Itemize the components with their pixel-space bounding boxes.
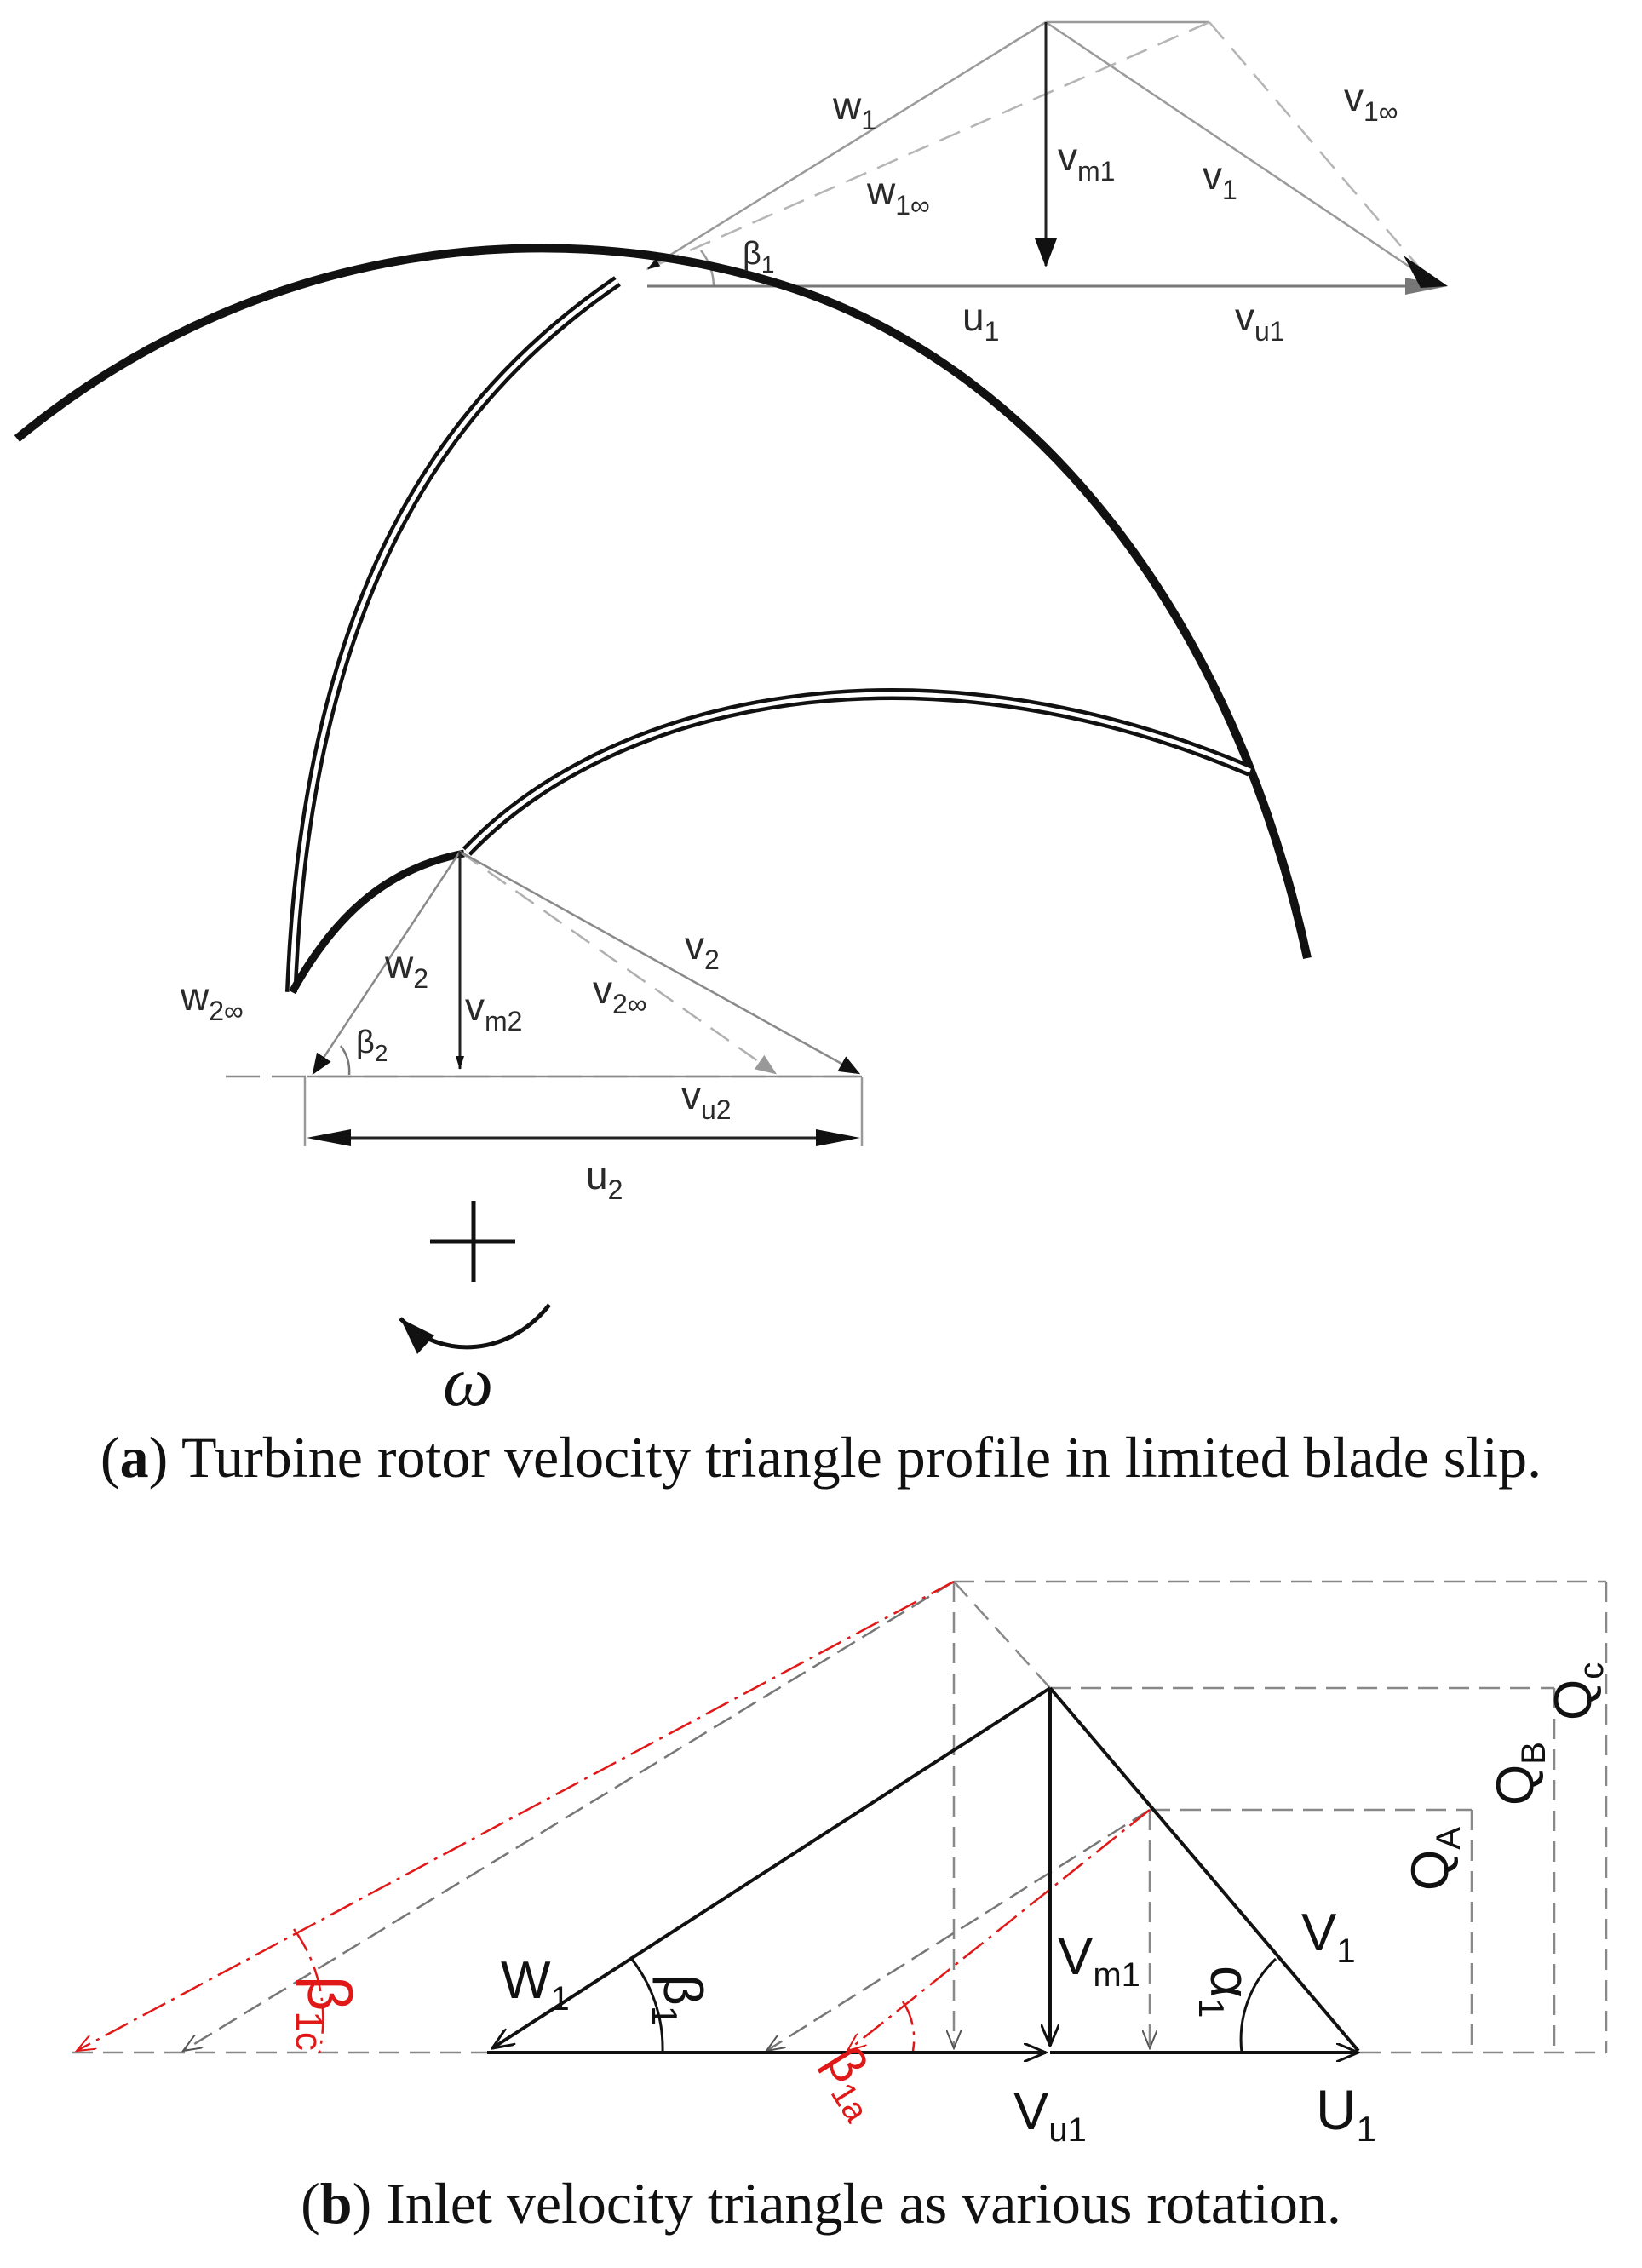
label-v1: $v_1$ bbox=[1203, 153, 1237, 205]
label-w2inf: $w_{2\infty}$ bbox=[181, 974, 244, 1026]
label-beta1c: β1c bbox=[288, 1976, 363, 2051]
v2-vector bbox=[460, 852, 858, 1073]
label-beta1: $\beta_1$ bbox=[743, 236, 775, 278]
label-alpha1-b: $\alpha_1$ bbox=[1191, 1966, 1262, 2018]
label-v2: $v_2$ bbox=[685, 923, 720, 975]
label-vu1: $v_{u1}$ bbox=[1235, 295, 1285, 347]
caption-b-letter: b bbox=[319, 2171, 353, 2236]
label-u2: $u_2$ bbox=[586, 1153, 623, 1205]
v1inf-vector bbox=[1209, 22, 1431, 281]
label-u1-b: $U_1$ bbox=[1316, 2078, 1377, 2149]
u2-arrow-left bbox=[307, 1129, 351, 1146]
caption-a-letter: a bbox=[119, 1425, 149, 1490]
qc-qb-link bbox=[954, 1582, 1050, 1688]
beta2-arc bbox=[341, 1046, 349, 1075]
caption-a-text: Turbine rotor velocity triangle profile in limited blade slip. bbox=[168, 1425, 1542, 1490]
label-vm2: $v_{m2}$ bbox=[465, 985, 523, 1036]
label-w1: $w_1$ bbox=[833, 83, 877, 135]
caption-b: (b) Inlet velocity triangle as various rotation. bbox=[301, 2171, 1341, 2236]
label-qc: $Q_c$ bbox=[1544, 1662, 1610, 1720]
label-vu1-b: $V_{u1}$ bbox=[1013, 2082, 1087, 2149]
label-vu2: $v_{u2}$ bbox=[681, 1073, 732, 1125]
w-vectors-red bbox=[77, 1582, 1150, 2053]
label-vm1: $v_{m1}$ bbox=[1058, 135, 1116, 187]
outlet-triangle-a bbox=[226, 852, 862, 1146]
v1-vector bbox=[1046, 22, 1431, 281]
w1-vector-b bbox=[492, 1688, 1050, 2048]
figure-a bbox=[17, 22, 1448, 1421]
label-u1: $u_1$ bbox=[962, 295, 1000, 347]
label-w2: $w_2$ bbox=[385, 942, 429, 994]
blade-1-outer bbox=[291, 281, 617, 992]
label-w1inf: $w_{1\infty}$ bbox=[867, 169, 930, 221]
rotor-blades bbox=[17, 248, 1307, 992]
blade-2-inner bbox=[467, 694, 1250, 852]
blade-2-outer bbox=[467, 694, 1250, 852]
shroud-arc bbox=[17, 248, 1307, 958]
hub-arc bbox=[292, 853, 464, 992]
u2-arrow-right bbox=[816, 1129, 860, 1146]
label-w1-b: $W_1$ bbox=[501, 1951, 570, 2018]
label-vm1-b: $V_{m1}$ bbox=[1058, 1927, 1140, 1994]
w1inf-vector bbox=[647, 22, 1209, 269]
label-beta1a: $\beta_{1a}$ bbox=[814, 2036, 880, 2129]
label-qb: $Q_B$ bbox=[1486, 1742, 1553, 1806]
omega-arrowhead bbox=[400, 1318, 434, 1354]
label-omega: ω bbox=[443, 1342, 494, 1421]
blade-1-inner bbox=[291, 281, 617, 992]
label-beta1-b: $\beta_1$ bbox=[645, 1974, 714, 2026]
w1-a-red-vector bbox=[847, 1810, 1150, 2051]
beta1a-arc bbox=[903, 2001, 914, 2051]
rotation-center bbox=[400, 1201, 549, 1354]
w1-vector bbox=[647, 22, 1046, 269]
label-v2inf: $v_{2\infty}$ bbox=[593, 967, 647, 1019]
label-beta2: $\beta_2$ bbox=[356, 1025, 388, 1066]
label-v1inf: $v_{1\infty}$ bbox=[1344, 75, 1398, 127]
v2inf-vector bbox=[460, 852, 775, 1073]
label-qa: $Q_A$ bbox=[1401, 1827, 1467, 1891]
inlet-triangle-a bbox=[647, 22, 1431, 286]
label-v1-b: $V_1$ bbox=[1301, 1903, 1356, 1970]
caption-b-text: Inlet velocity triangle as various rotation. bbox=[371, 2171, 1341, 2236]
caption-a: (a) Turbine rotor velocity triangle profile in limited blade slip. bbox=[100, 1425, 1542, 1490]
figure-b bbox=[72, 1582, 1610, 2149]
